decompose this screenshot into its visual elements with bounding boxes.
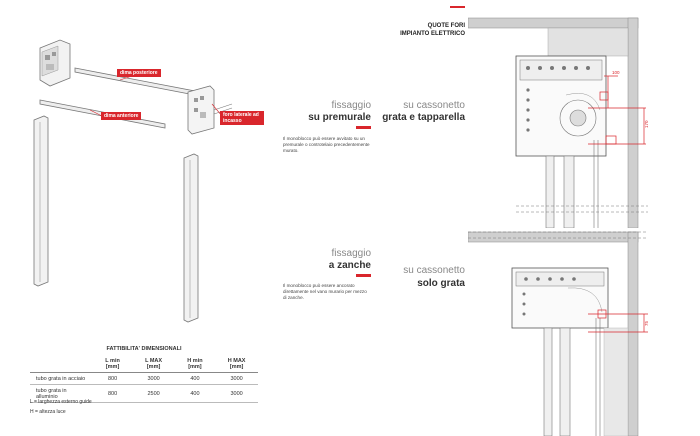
section1-left-accent-bar [356, 126, 371, 129]
table-title: FATTIBILITA' DIMENSIONALI [106, 346, 182, 352]
head-block-right [188, 86, 232, 134]
legend-l: L = larghezza esterno guide [30, 399, 92, 405]
front-template-label: dima anteriore [101, 112, 141, 120]
head-block-left [40, 40, 70, 86]
left-post [34, 116, 48, 286]
row-label: tubo grata in acciaio [30, 373, 93, 385]
cell-l-max: 3000 [133, 373, 175, 385]
cell-h-max: 3000 [215, 385, 258, 403]
section1-right-heading-light: su cassonetto [403, 100, 465, 111]
cell-l-min: 800 [93, 373, 133, 385]
rear-template-label: dima posteriore [117, 69, 161, 77]
section1-left-text: Il monoblocco può essere avvitato su un premurale o controtelaio precedentemente murato. [283, 136, 370, 154]
section2-left-heading-bold: a zanche [328, 260, 371, 271]
section2-left-text: Il monoblocco può essere ancorato direttamente nel vano murario per mezzo di zanche. [283, 283, 367, 301]
section2-left-heading-light: fissaggio [331, 248, 371, 259]
row-label: tubo grata in alluminio [30, 385, 93, 403]
section1-left-heading-bold: su premurale [308, 112, 371, 123]
legend-h: H = altezza luce [30, 409, 66, 415]
section2-right-heading-light: su cassonetto [403, 265, 465, 276]
table-row [30, 373, 258, 385]
section-drawing-top [468, 0, 700, 228]
table-header: L min [mm] [93, 356, 133, 373]
quote-accent-bar [450, 6, 465, 8]
section2-right-heading-bold: solo grata [417, 278, 465, 289]
table-header: H min [mm] [175, 356, 216, 373]
dim-label-top: 100 [612, 70, 620, 75]
dim-label-bottom: 75 [644, 320, 649, 326]
cell-h-min: 400 [175, 373, 216, 385]
cell-h-max: 3000 [215, 373, 258, 385]
section-drawing-bottom [468, 228, 700, 436]
section2-left-accent-bar [356, 274, 371, 277]
section1-left-heading-light: fissaggio [331, 100, 371, 111]
table-header: H MAX [mm] [215, 356, 258, 373]
cell-l-max: 2500 [133, 385, 175, 403]
side-hole-label: foro laterale ad incasso [220, 111, 264, 125]
table-header-row [30, 356, 258, 373]
frame-exploded-diagram [0, 0, 280, 330]
table-header: L MAX [mm] [133, 356, 175, 373]
right-post [184, 154, 198, 322]
quote-title-line1: QUOTE FORI [427, 23, 465, 29]
cell-h-min: 400 [175, 385, 216, 403]
quote-title-line2: IMPIANTO ELETTRICO [400, 31, 465, 37]
section1-right-heading-bold: grata e tapparella [382, 112, 465, 123]
dim-label-right: 170 [644, 120, 649, 128]
cell-l-min: 800 [93, 385, 133, 403]
feasibility-table [30, 356, 258, 403]
table-header [30, 356, 93, 373]
